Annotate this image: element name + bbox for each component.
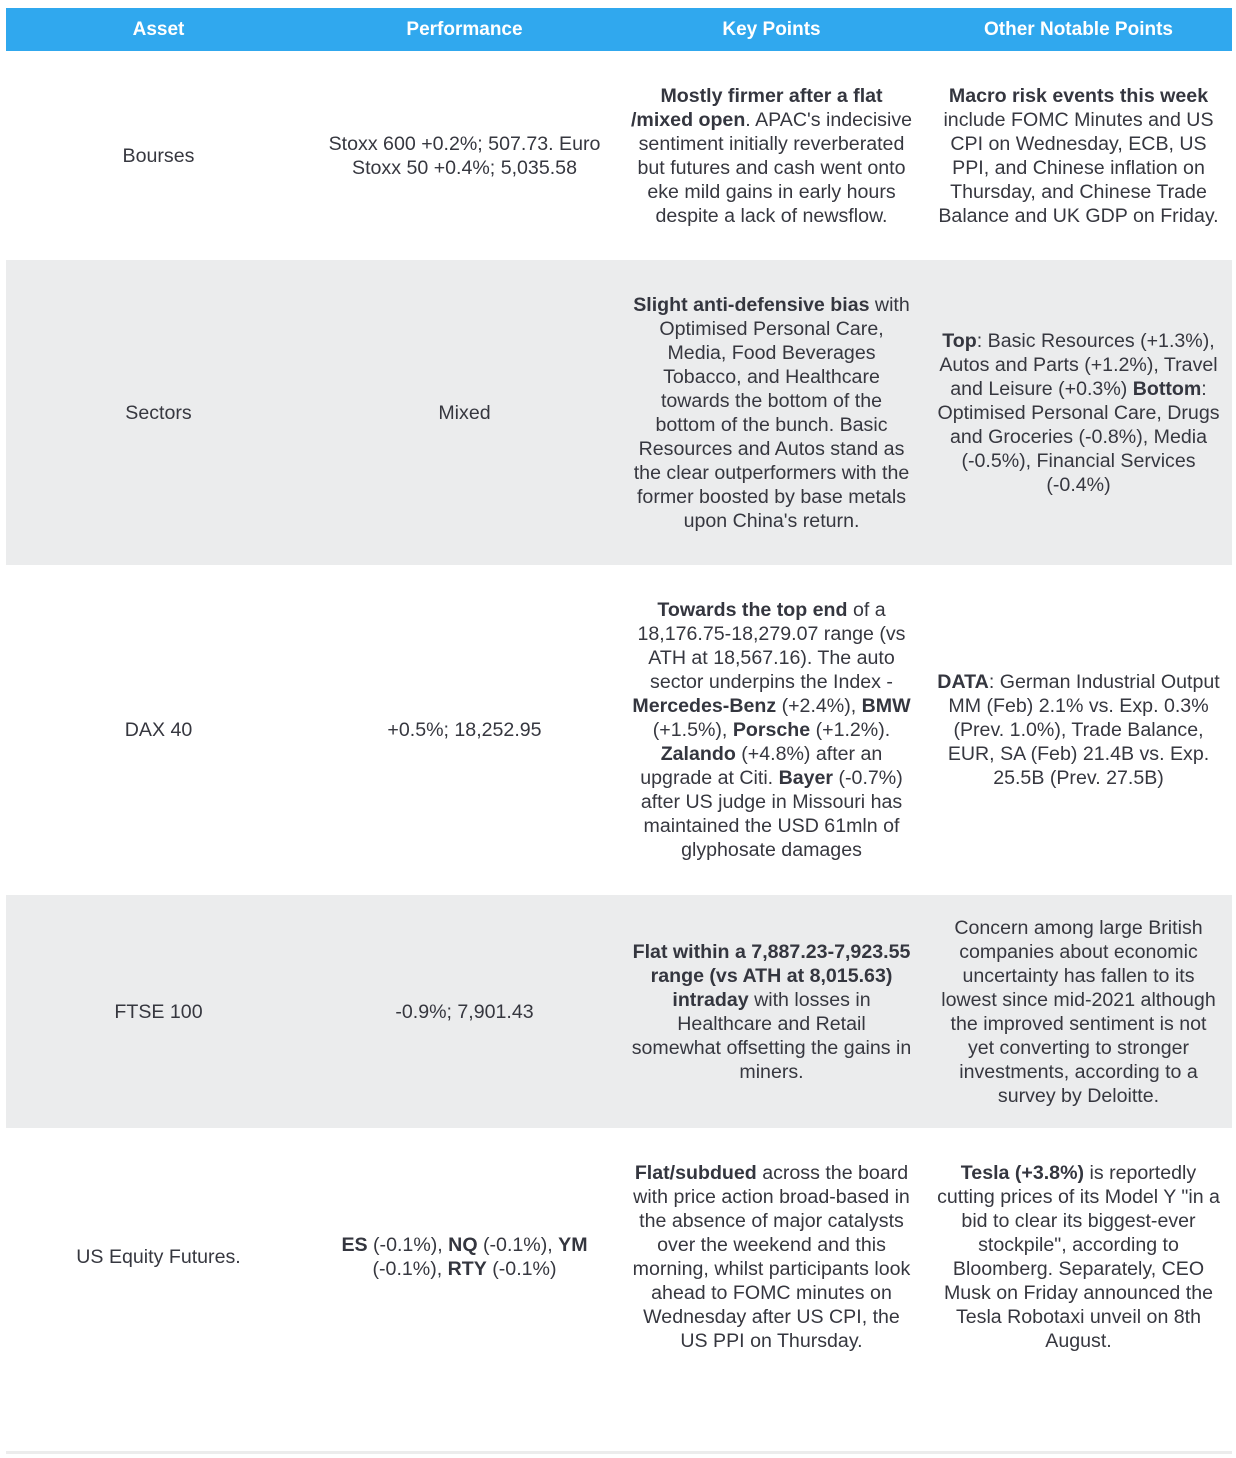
text-run: of a 18,176.75-18,279.07 range (vs ATH at 18,567.16). The auto sector underpins the Index - [637, 599, 906, 693]
text-run: : Basic Resources (+1.3%), Autos and Parts (+1.2%), Travel and Leisure (+0.3%) [939, 329, 1218, 400]
text-run: across the board with price action broad-based in the absence of major catalysts over the weekend and this morning, whilst participants look ahead to FOMC minutes on Wednesday after US CPI, the US PPI on Thursday. [632, 1162, 911, 1352]
text-run: Concern among large British companies about economic uncertainty has fallen to its lowest since mid-2021 although the improved sentiment is not yet converting to stronger investments, according to a survey by Deloitte. [941, 916, 1216, 1107]
cell-key-points [618, 565, 925, 895]
text-run: (-0.1%), [477, 1234, 559, 1256]
table-row-bourses [6, 51, 1232, 260]
table-row-us-equity-futures [6, 1128, 1232, 1386]
cell-notable-points [925, 1128, 1232, 1386]
header-other-notable-points: Other Notable Points [925, 8, 1232, 51]
header-asset: Asset [6, 8, 311, 51]
cell-notable-points [925, 565, 1232, 895]
cell-performance [311, 565, 618, 895]
text-run: -0.9%; 7,901.43 [395, 1000, 534, 1023]
bold-text-run: NQ [448, 1234, 478, 1256]
cell-performance [311, 895, 618, 1128]
bold-text-run: Porsche [732, 719, 811, 741]
market-summary-table [6, 8, 1232, 1386]
cell-performance [311, 51, 618, 260]
text-run: +0.5%; 18,252.95 [387, 719, 542, 741]
cell-notable-points [925, 51, 1232, 260]
bold-text-run: Bayer [778, 767, 834, 789]
table-row-sectors [6, 260, 1232, 565]
text-run: include FOMC Minutes and US CPI on Wednesday, ECB, US PPI, and Chinese inflation on Thursday, and Chinese Trade Balance and UK GDP on Friday. [938, 108, 1219, 227]
table-header-row [6, 8, 1232, 51]
text-run: (-0.1%) [486, 1258, 557, 1280]
cell-asset: FTSE 100 [6, 895, 311, 1128]
cell-asset: DAX 40 [124, 719, 193, 741]
bold-text-run: RTY [447, 1258, 487, 1280]
bold-text-run: Top [942, 329, 977, 352]
text-run: (-0.1%), [367, 1234, 449, 1256]
cell-key-points [618, 1128, 925, 1386]
text-run: (+1.2%). [810, 719, 891, 741]
text-run: (+4.8%) after an upgrade at Citi. [640, 743, 883, 789]
text-run: . APAC's indecisive sentiment initially reverberated but futures and cash went onto eke mild gains in early hours despite a lack of newsflow. [637, 108, 913, 227]
cell-asset: Bourses [122, 144, 195, 167]
header-performance: Performance [311, 8, 618, 51]
bold-text-run: ES [341, 1234, 368, 1256]
table-row-ftse-100 [6, 895, 1232, 1128]
market-summary-table-container [6, 8, 1232, 1386]
cell-asset: Sectors [6, 260, 311, 565]
bold-text-run: Bottom [1132, 377, 1202, 400]
text-run: is reportedly cutting prices of its Model Y "in a bid to clear its biggest-ever stockpile", according to Bloomberg. Separately, CEO Musk on Friday announced the Tesla Robotaxi unveil on 8th August. [937, 1162, 1220, 1352]
text-run: (+1.5%), [652, 719, 733, 741]
bold-text-run: Mercedes-Benz [632, 695, 777, 717]
bold-text-run: Slight anti-defensive bias [633, 293, 870, 316]
bold-text-run: YM [558, 1234, 588, 1256]
text-run: (-0.1%), [372, 1258, 448, 1280]
cell-performance [311, 260, 618, 565]
cell-asset: US Equity Futures. [76, 1246, 241, 1268]
bold-text-run: Zalando [660, 743, 736, 765]
table-bottom-divider [6, 1451, 1232, 1454]
text-run: with losses in Healthcare and Retail somewhat offsetting the gains in miners. [631, 988, 912, 1083]
text-run: (+2.4%), [776, 695, 862, 717]
bold-text-run: Mostly firmer after a flat /mixed open [630, 84, 883, 131]
text-run: : Optimised Personal Care, Drugs and Groceries (-0.8%), Media (-0.5%), Financial Services (-0.4%) [937, 377, 1220, 496]
text-run: with Optimised Personal Care, Media, Food Beverages Tobacco, and Healthcare towards the bottom of the bottom of the bunch. Basic Resources and Autos stand as the clear outperformers with the former boosted by base metals upon China's return. [633, 293, 910, 532]
text-run: Mixed [438, 401, 491, 424]
bold-text-run: Flat within a 7,887.23-7,923.55 range (vs ATH at 8,015.63) intraday [632, 940, 911, 1011]
table-row-dax-40 [6, 565, 1232, 895]
header-key-points: Key Points [618, 8, 925, 51]
cell-notable-points [925, 895, 1232, 1128]
cell-notable-points [925, 260, 1232, 565]
cell-performance [311, 1128, 618, 1386]
bold-text-run: Flat/subdued [634, 1162, 757, 1184]
bold-text-run: DATA [937, 671, 989, 693]
cell-key-points [618, 895, 925, 1128]
text-run: : German Industrial Output MM (Feb) 2.1% vs. Exp. 0.3% (Prev. 1.0%), Trade Balance, EUR, SA (Feb) 21.4B vs. Exp. 25.5B (Prev. 27.5B) [947, 671, 1220, 789]
text-run: Stoxx 600 +0.2%; 507.73. Euro Stoxx 50 +0.4%; 5,035.58 [328, 132, 601, 179]
cell-key-points [618, 51, 925, 260]
bold-text-run: Towards the top end [657, 599, 848, 621]
cell-key-points [618, 260, 925, 565]
text-run: (-0.7%) after US judge in Missouri has maintained the USD 61mln of glyphosate damages [640, 767, 903, 861]
bold-text-run: Macro risk events this week [948, 84, 1209, 107]
bold-text-run: Tesla (+3.8%) [960, 1162, 1085, 1184]
bold-text-run: BMW [861, 695, 911, 717]
